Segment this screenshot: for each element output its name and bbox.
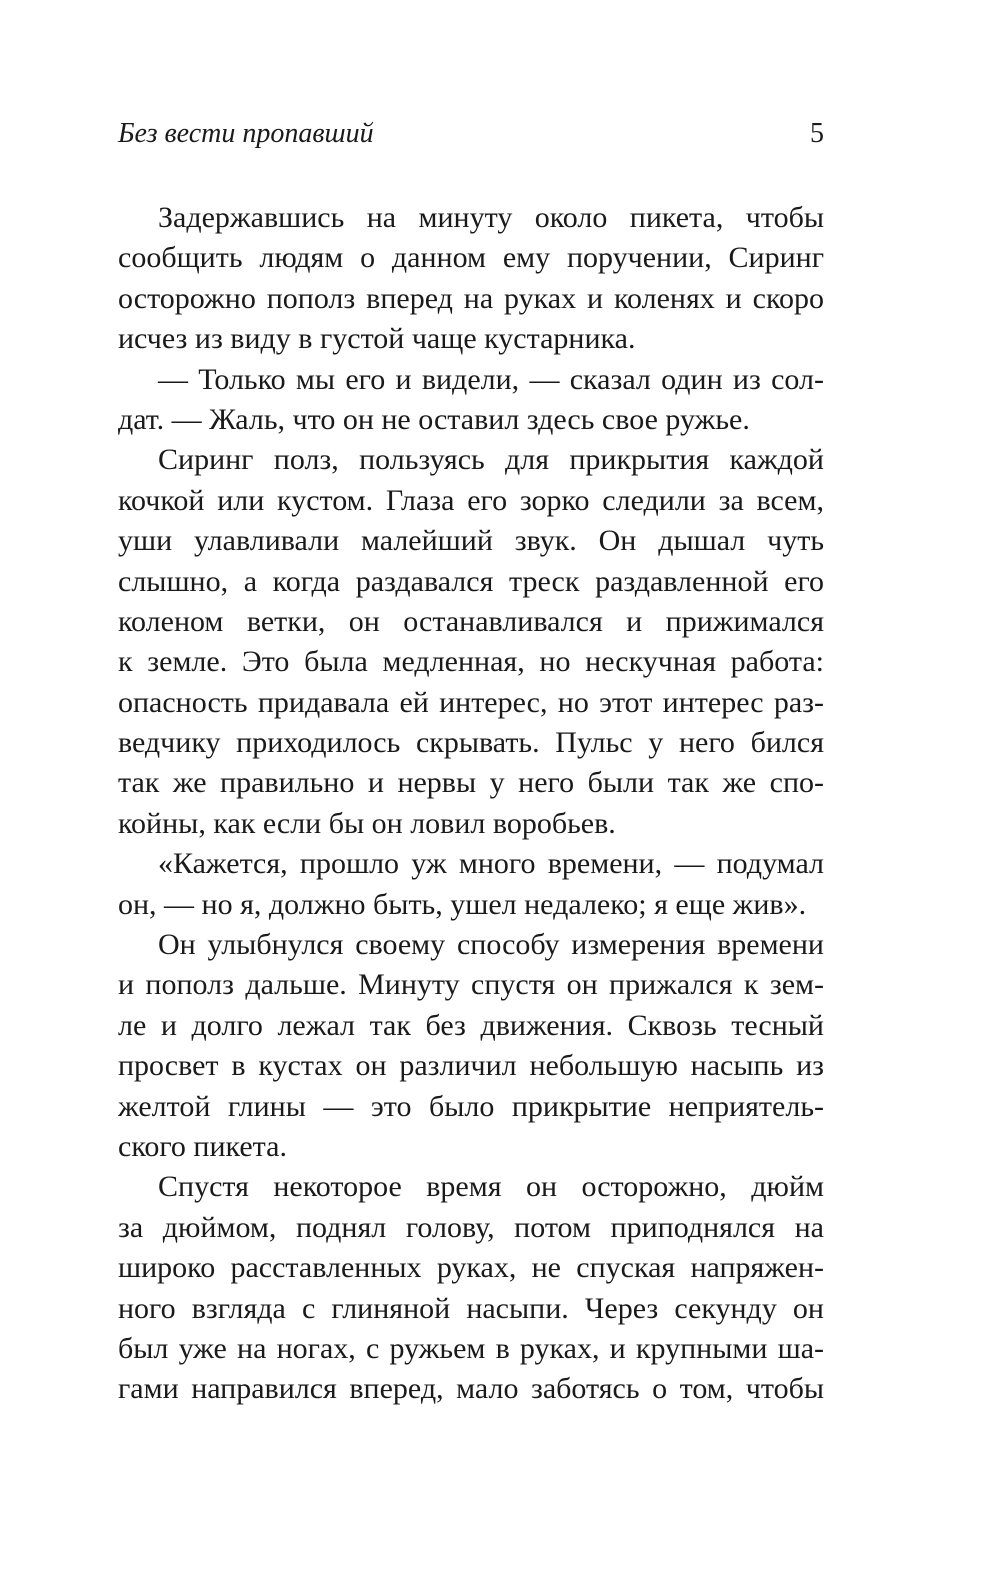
text-line: Задержавшись на минуту около пикета, чтобы — [158, 201, 824, 234]
text-line: к земле. Это была медленная, но нескучная работа: — [118, 645, 824, 679]
text-line: желтой глины — это было прикрытие неприятель- — [118, 1089, 824, 1123]
text-line: «Кажется, прошло уж много времени, — подумал — [158, 847, 824, 881]
text-line: слышно, а когда раздавался треск раздавленной его — [118, 564, 824, 598]
running-title: Без вести пропавший — [118, 118, 374, 149]
text-line: и пополз дальше. Минуту спустя он прижался к зем- — [118, 968, 824, 1002]
page-number: 5 — [810, 118, 824, 149]
text-line: широко расставленных руках, не спуская напряжен- — [118, 1251, 824, 1285]
text-line: за дюймом, поднял голову, потом приподнялся на — [118, 1210, 824, 1244]
text-line: Сиринг полз, пользуясь для прикрытия каждой — [158, 443, 824, 477]
text-line: кочкой или кустом. Глаза его зорко следили за всем, — [118, 483, 824, 517]
text-line: исчез из виду в густой чаще кустарника. — [118, 322, 636, 356]
text-line: коленом ветки, он останавливался и прижимался — [118, 604, 824, 638]
body-text — [118, 198, 824, 1410]
text-line: койны, как если бы он ловил воробьев. — [118, 806, 616, 840]
text-line: — Только мы его и видели, — сказал один из сол- — [158, 362, 824, 396]
text-line: ного взгляда с глиняной насыпи. Через секунду он — [118, 1291, 824, 1325]
text-line: так же правильно и нервы у него были так же спо- — [118, 766, 824, 800]
text-line: Спустя некоторое время он осторожно, дюйм — [158, 1170, 824, 1204]
text-line: ле и долго лежал так без движения. Сквозь тесный — [118, 1008, 824, 1042]
text-line: гами направился вперед, мало заботясь о том, чтобы — [118, 1372, 824, 1406]
text-line: дат. — Жаль, что он не оставил здесь свое ружье. — [118, 402, 750, 436]
text-line: ведчику приходилось скрывать. Пульс у него бился — [118, 726, 824, 760]
text-line: опасность придавала ей интерес, но этот интерес раз- — [118, 685, 824, 719]
text-line: ского пикета. — [118, 1129, 287, 1163]
text-line: был уже на ногах, с ружьем в руках, и крупными ша- — [118, 1331, 824, 1365]
text-line: уши улавливали малейший звук. Он дышал чуть — [118, 524, 824, 558]
text-line: Он улыбнулся своему способу измерения времени — [158, 928, 824, 962]
text-line: осторожно пополз вперед на руках и коленях и скоро — [118, 281, 824, 315]
text-line: просвет в кустах он различил небольшую насыпь из — [118, 1049, 824, 1083]
text-line: он, — но я, должно быть, ушел недалеко; я еще жив». — [118, 887, 807, 921]
page-header — [118, 118, 824, 158]
text-line: сообщить людям о данном ему поручении, Сиринг — [118, 241, 824, 275]
